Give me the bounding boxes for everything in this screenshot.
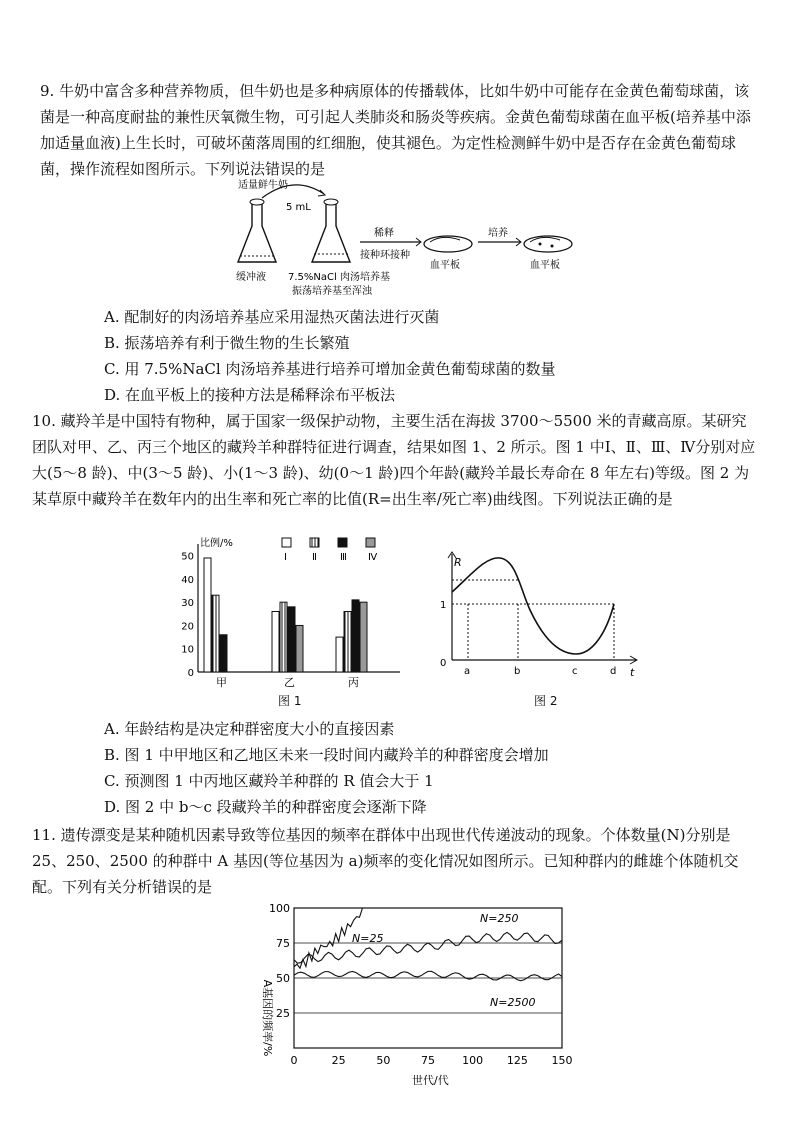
drift-ytick: 100 <box>269 902 290 915</box>
bar-丙-3 <box>360 602 367 672</box>
legend-swatch <box>282 538 291 547</box>
legend-swatch <box>366 538 375 547</box>
bar-ytick: 40 <box>181 574 194 586</box>
q10-figure-1 <box>170 534 410 710</box>
q9-option-d: D. 在血平板上的接种方法是稀释涂布平板法 <box>104 386 396 404</box>
r-curve-line <box>452 558 614 654</box>
bar-ytick: 50 <box>181 551 194 563</box>
label-culture: 培养 <box>488 228 508 239</box>
drift-ytick: 75 <box>276 937 290 950</box>
question-10 <box>32 408 760 512</box>
label-plate-2: 血平板 <box>530 260 560 271</box>
bar-甲-1 <box>212 595 219 672</box>
q10-option-c: C. 预测图 1 中丙地区藏羚羊种群的 R 值会大于 1 <box>104 772 434 790</box>
drift-xtick: 100 <box>462 1054 484 1067</box>
drift-ylabel: A基因的频率/% <box>261 979 274 1057</box>
label-n25: N=25 <box>352 932 384 945</box>
bar-category-label: 甲 <box>216 676 227 689</box>
q9-option-c: C. 用 7.5%NaCl 肉汤培养基进行培养可增加金黄色葡萄球菌的数量 <box>104 360 556 378</box>
label-n2500: N=2500 <box>490 996 536 1009</box>
legend-swatch <box>310 538 319 547</box>
one-label: 1 <box>440 600 447 611</box>
bar-丙-0 <box>336 637 343 672</box>
legend-label: Ⅱ <box>312 552 317 563</box>
label-plate-1: 血平板 <box>430 260 460 271</box>
fig1-caption: 图 1 <box>278 694 302 708</box>
label-dilute: 稀释 <box>374 228 394 239</box>
flask-buffer-icon <box>238 199 276 262</box>
flask-broth-icon <box>312 199 350 262</box>
origin-label: 0 <box>440 658 447 669</box>
t-axis-label: t <box>630 666 635 679</box>
question-11-stem: 11. 遗传漂变是某种随机因素导致等位基因的频率在群体中出现世代传递波动的现象。个体数量(N)分别是 25、250、2500 的种群中 A 基因(等位基因为 a)频率的变化情况如图所示。已知种群内的雌雄个体随机交配。下列有关分析错误的是 <box>32 826 739 896</box>
bar-ytick: 30 <box>181 598 194 610</box>
bar-ytick: 10 <box>181 644 194 656</box>
label-volume: 5 mL <box>286 202 311 213</box>
bar-丙-1 <box>344 611 351 672</box>
drift-series-n250 <box>294 932 562 963</box>
fig2-caption: 图 2 <box>534 694 558 708</box>
label-broth-2: 振荡培养基至浑浊 <box>292 286 372 297</box>
q9-option-a: A. 配制好的肉汤培养基应采用湿热灭菌法进行灭菌 <box>104 308 440 326</box>
bar-category-label: 乙 <box>284 676 295 689</box>
drift-xtick: 50 <box>376 1054 391 1067</box>
bar-ylabel: 比例/% <box>200 538 233 549</box>
question-10-stem: 10. 藏羚羊是中国特有物种，属于国家一级保护动物，主要生活在海拔 3700～5500 米的青藏高原。某研究团队对甲、乙、丙三个地区的藏羚羊种群特征进行调查，结果如图 1、2 所示。图 1 中Ⅰ、Ⅱ、Ⅲ、Ⅳ分别对应大(5～8 龄)、中(3～5 龄)、小(1～3 龄)、幼(0～1 龄)四个年龄(藏羚羊最长寿命在 8 年左右)等级。图 2 为某草原中藏羚羊在数年内的出生率和死亡率的比值(R=出生率/死亡率)曲线图。下列说法正确的是 <box>32 412 756 508</box>
legend-label: Ⅳ <box>368 552 378 563</box>
q10-option-d: D. 图 2 中 b～c 段藏羚羊的种群密度会逐渐下降 <box>104 798 427 816</box>
tick-c: c <box>572 666 578 677</box>
bar-甲-0 <box>204 558 211 672</box>
question-9 <box>40 78 760 182</box>
blood-plate-1-icon <box>424 236 472 252</box>
drift-xtick: 25 <box>331 1054 346 1067</box>
bar-丙-2 <box>352 600 359 672</box>
tick-b: b <box>514 666 521 677</box>
bar-ytick: 20 <box>181 621 194 633</box>
q10-option-b: B. 图 1 中甲地区和乙地区未来一段时间内藏羚羊的种群密度会增加 <box>104 746 549 764</box>
drift-xtick: 0 <box>290 1054 298 1067</box>
label-broth-1: 7.5%NaCl 肉汤培养基 <box>288 272 390 283</box>
drift-series-n2500 <box>294 971 562 980</box>
q10-bar-chart <box>170 534 410 694</box>
q10-option-a: A. 年龄结构是决定种群密度大小的直接因素 <box>104 720 395 738</box>
q9-option-b: B. 振荡培养有利于微生物的生长繁殖 <box>104 334 350 352</box>
drift-xtick: 75 <box>421 1054 435 1067</box>
drift-xlabel: 世代/代 <box>412 1074 449 1087</box>
label-inoculate: 接种环接种 <box>360 250 410 261</box>
bar-乙-1 <box>280 602 287 672</box>
q11-drift-figure <box>244 898 574 1088</box>
blood-plate-2-icon <box>524 236 572 252</box>
bar-ytick: 0 <box>187 668 194 679</box>
tick-d: d <box>610 666 617 677</box>
question-11 <box>32 822 760 900</box>
q10-figure-2 <box>430 548 650 710</box>
drift-xtick: 125 <box>506 1054 528 1067</box>
legend-swatch <box>338 538 347 547</box>
label-n250: N=250 <box>480 912 519 925</box>
bar-乙-0 <box>272 611 279 672</box>
bar-乙-2 <box>288 607 295 672</box>
bar-甲-2 <box>220 635 227 672</box>
drift-ytick: 50 <box>276 972 290 985</box>
bar-category-label: 丙 <box>348 676 359 689</box>
legend-label: Ⅲ <box>340 552 347 563</box>
label-milk: 适量鲜牛奶 <box>238 180 288 191</box>
drift-xtick: 150 <box>551 1054 573 1067</box>
drift-ytick: 25 <box>276 1007 290 1020</box>
q9-procedure-figure <box>230 176 590 306</box>
question-9-stem: 9. 牛奶中富含多种营养物质，但牛奶也是多种病原体的传播载体，比如牛奶中可能存在金黄色葡萄球菌，该菌是一种高度耐盐的兼性厌氧微生物，可引起人类肺炎和肠炎等疾病。金黄色葡萄球菌在血平板(培养基中添加适量血液)上生长时，可破坏菌落周围的红细胞，使其褪色。为定性检测鲜牛奶中是否存在金黄色葡萄球菌，操作流程如图所示。下列说法错误的是 <box>40 82 751 178</box>
bar-乙-3 <box>296 625 303 672</box>
tick-a: a <box>464 666 471 677</box>
legend-label: Ⅰ <box>284 552 287 563</box>
label-buffer: 缓冲液 <box>236 272 266 283</box>
q9-procedure-svg <box>230 176 590 306</box>
q11-drift-chart <box>244 898 574 1088</box>
r-axis-label: R <box>454 556 462 569</box>
q10-r-curve <box>430 548 650 688</box>
